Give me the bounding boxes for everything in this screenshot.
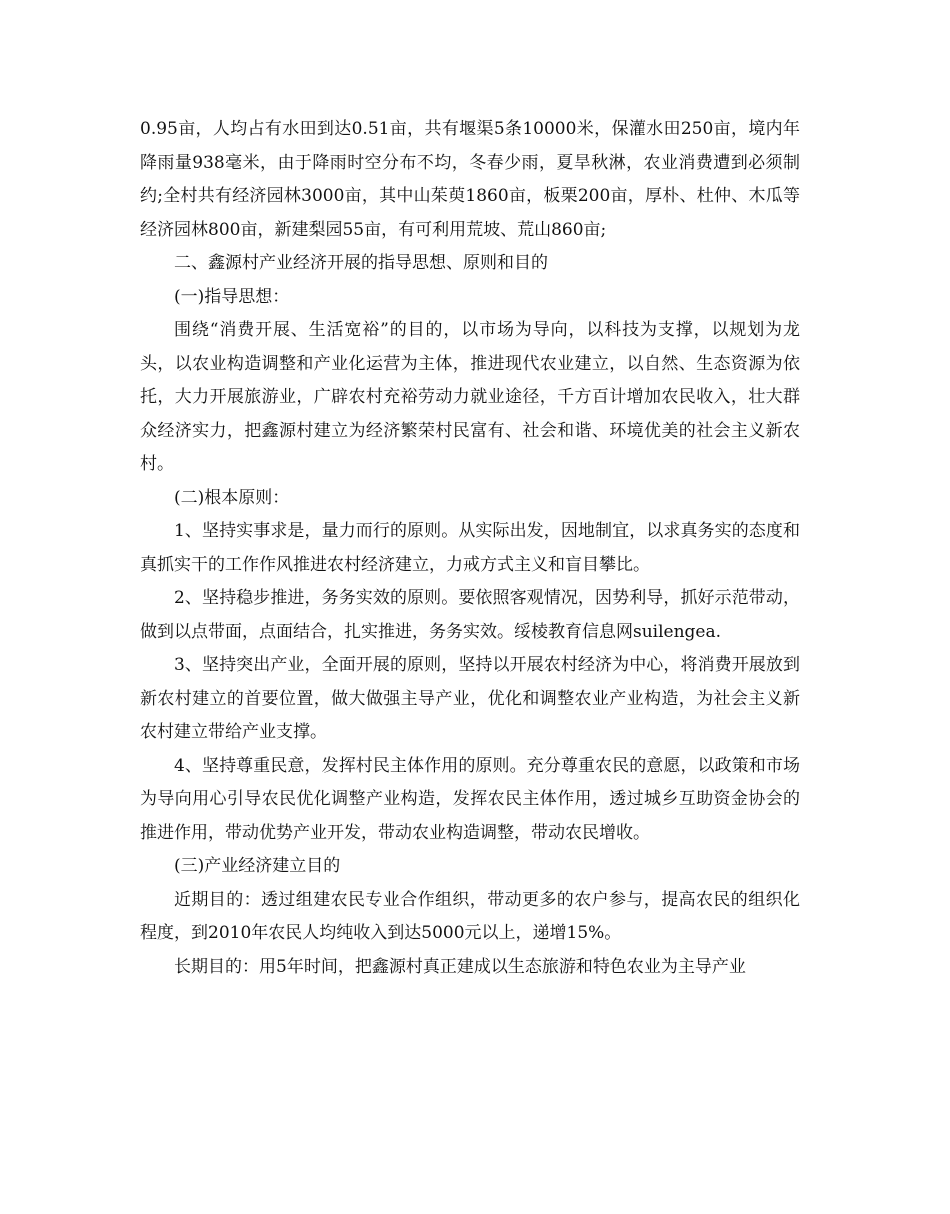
paragraph-principle-4: 4、坚持尊重民意，发挥村民主体作用的原则。充分尊重农民的意愿，以政策和市场为导向用心引导农民优化调整产业构造，发挥农民主体作用，透过城乡互助资金协会的推进作用，带动优势产业开发，带动农业构造调整，带动农民增收。 [140, 755, 800, 843]
paragraph-short-term-goal: 近期目的：透过组建农民专业合作组织，带动更多的农户参与，提高农民的组织化程度，到2010年农民人均纯收入到达5000元以上，递增15%。 [140, 889, 800, 943]
paragraph-guiding-ideology: 围绕“消费开展、生活宽裕”的目的，以市场为导向，以科技为支撑，以规划为龙头，以农业构造调整和产业化运营为主体，推进现代农业建立，以自然、生态资源为依托，大力开展旅游业，广辟农村充裕劳动力就业途径，千方百计增加农民收入，壮大群众经济实力，把鑫源村建立为经济繁荣村民富有、社会和谐、环境优美的社会主义新农村。 [140, 320, 800, 474]
paragraph-principle-2: 2、坚持稳步推进，务务实效的原则。要依照客观情况，因势利导，抓好示范带动，做到以点带面，点面结合，扎实推进，务务实效。绥棱教育信息网suilengea. [140, 588, 800, 642]
subheading-basic-principles: (二)根本原则： [174, 487, 290, 508]
section-heading-guiding-principles: 二、鑫源村产业经济开展的指导思想、原则和目的 [174, 253, 548, 273]
paragraph-long-term-goal: 长期目的：用5年时间，把鑫源村真正建成以生态旅游和特色农业为主导产业 [174, 956, 746, 977]
paragraph-land-resources: 0.95亩，人均占有水田到达0.51亩，共有堰渠5条10000米，保灌水田250亩，境内年降雨量938毫米，由于降雨时空分布不均，冬春少雨，夏旱秋淋，农业消费遭到必须制约;全村共有经济园林3000亩，其中山茱萸1860亩，板栗200亩，厚朴、杜仲、木瓜等经济园林800亩，新建梨园55亩，有可利用荒坡、荒山860亩; [140, 119, 800, 240]
document-body [140, 113, 800, 984]
paragraph-principle-1: 1、坚持实事求是，量力而行的原则。从实际出发，因地制宜，以求真务实的态度和真抓实干的工作作风推进农村经济建立，力戒方式主义和盲目攀比。 [140, 521, 800, 575]
subheading-guiding-ideology: (一)指导思想： [174, 286, 290, 307]
paragraph-principle-3: 3、坚持突出产业，全面开展的原则，坚持以开展农村经济为中心，将消费开展放到新农村建立的首要位置，做大做强主导产业，优化和调整农业产业构造，为社会主义新农村建立带给产业支撑。 [140, 655, 800, 742]
subheading-goals: (三)产业经济建立目的 [174, 856, 341, 876]
